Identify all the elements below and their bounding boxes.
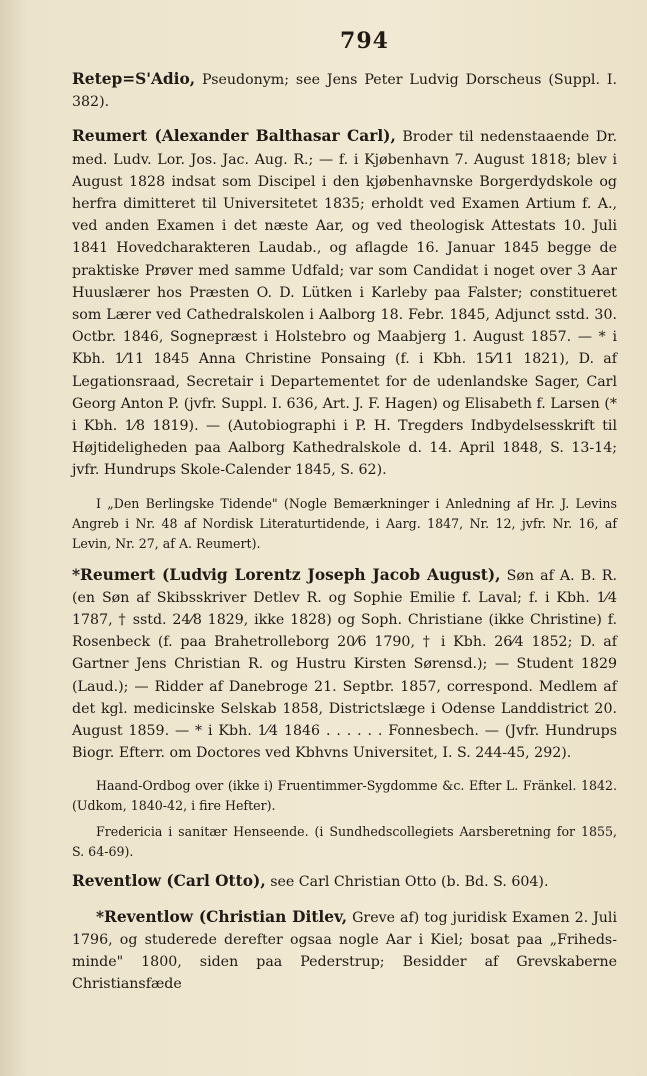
entry-text: Broder til nedenstaaende Dr. med. Ludv. Lor. Jos. Jac. Aug. R.; — f. i Kjøbenhavn 7. August 1818; blev i August 1828 indsat som Discipel i den kjøbenhavnske Borgerdydskole og herfra dimitteret til Universitetet 1835; erholdt ved Examen Artium f. A., ved anden Examen i det næste Aar, og ved theologisk Attestats 10. Juli 1841 Hovedcharakteren Laudab., og aflagde 16. Januar 1845 begge de praktiske Prøver med samme Udfald; var som Candidat i noget over 3 Aar Huuslærer hos Præsten O. D. Lütken i Karleby paa Falster; constitueret som Lærer ved Cathedralskolen i Aalborg 18. Febr. 1845, Adjunct sstd. 30. Octbr. 1846, Sognepræst i Holstebro og Maabjerg 1. August 1857. — * i Kbh. 1⁄11 1845 Anna Christine Ponsaing (f. i Kbh. 15⁄11 1821), D. af Legationsraad, Secretair i Departementet for de udenlandske Sager, Carl Georg Anton P. (jvfr. Suppl. I. 636, Art. J. F. Hagen) og Elisabeth f. Larsen (* i Kbh. 1⁄8 1819). — (Autobiographi i P. H. Tregders Indbydelsesskrift til Højtideligheden paa Aalborg Kathedralskole d. 14. April 1848, S. 13-14; jvfr. Hundrups Skole-Calender 1845, S. 62). [72,129,617,479]
entry-retep-sadio [72,68,617,113]
entry-work-haand-ordbog [72,776,617,816]
entry-headword: Reventlow (Carl Otto), [72,872,266,891]
entry-reumert-ludvig [72,564,617,765]
entry-headword: *Reventlow (Christian Ditlev, [96,907,348,926]
entry-text: Greve af) tog juridisk Examen 2. Juli 1796, og studerede derefter ogsaa nogle Aar i Kiel; bosat paa „Friheds-minde" 1800, siden paa Pederstrup; Besidder af Grevskaberne Christiansfæde [72,909,618,993]
entry-text: Haand-Ordbog over (ikke i) Fruentimmer-Sygdomme &c. Efter L. Fränkel. 1842. (Udkom, 1840-42, i fire Hefter). [72,778,617,814]
entry-headword: Retep=S'Adio, [72,70,196,88]
entry-reventlow-christian [72,906,617,996]
entry-text: Fredericia i sanitær Henseende. (i Sundhedscollegiets Aarsberetning for 1855, S. 64-69). [72,824,617,860]
page-number: 794 [340,28,389,54]
entry-headword: Reumert (Alexander Balthasar Carl), [72,127,396,146]
entry-work-fredericia [72,822,617,862]
entry-text: Søn af A. B. R. (en Søn af Skibsskriver Detlev R. og Sophie Emilie f. Laval; f. i Kbh. 1⁄4 1787, † sstd. 24⁄8 1829, ikke 1828) og Soph. Christiane (ikke Christine) f. Rosenbeck (f. paa Brahetrolleborg 20⁄6 1790, † i Kbh. 26⁄4 1852; D. af Gartner Jens Christian R. og Hustru Kirsten Sørensd.); — Student 1829 (Laud.); — Ridder af Danebroge 21. Septbr. 1857, correspond. Medlem af det kgl. medicinske Selskab 1858, Districtslæge i Odense Landdistrict 20. August 1859. — * i Kbh. 1⁄4 1846 . . . . . . Fonnesbech. — (Jvfr. Hundrups Biogr. Efterr. om Doctores ved Kbhvns Universitet, I. S. 244-45, 292). [72,567,617,762]
entry-reventlow-carl-otto [72,870,617,893]
entry-text: I „Den Berlingske Tidende" (Nogle Bemærkninger i Anledning af Hr. J. Levins Angreb i Nr. 48 af Nordisk Literaturtidende, i Aarg. 1847, Nr. 12, jvfr. Nr. 16, af Levin, Nr. 27, af A. Reumert). [72,495,617,551]
entry-note-berlingske [72,494,617,554]
entry-reumert-alexander [72,125,617,481]
entry-text: Pseudonym; see Jens Peter Ludvig Dorscheus (Suppl. I. 382). [72,72,617,111]
entry-headword: *Reumert (Ludvig Lorentz Joseph Jacob August), [72,565,501,584]
entry-text: see Carl Christian Otto (b. Bd. S. 604). [265,874,549,891]
